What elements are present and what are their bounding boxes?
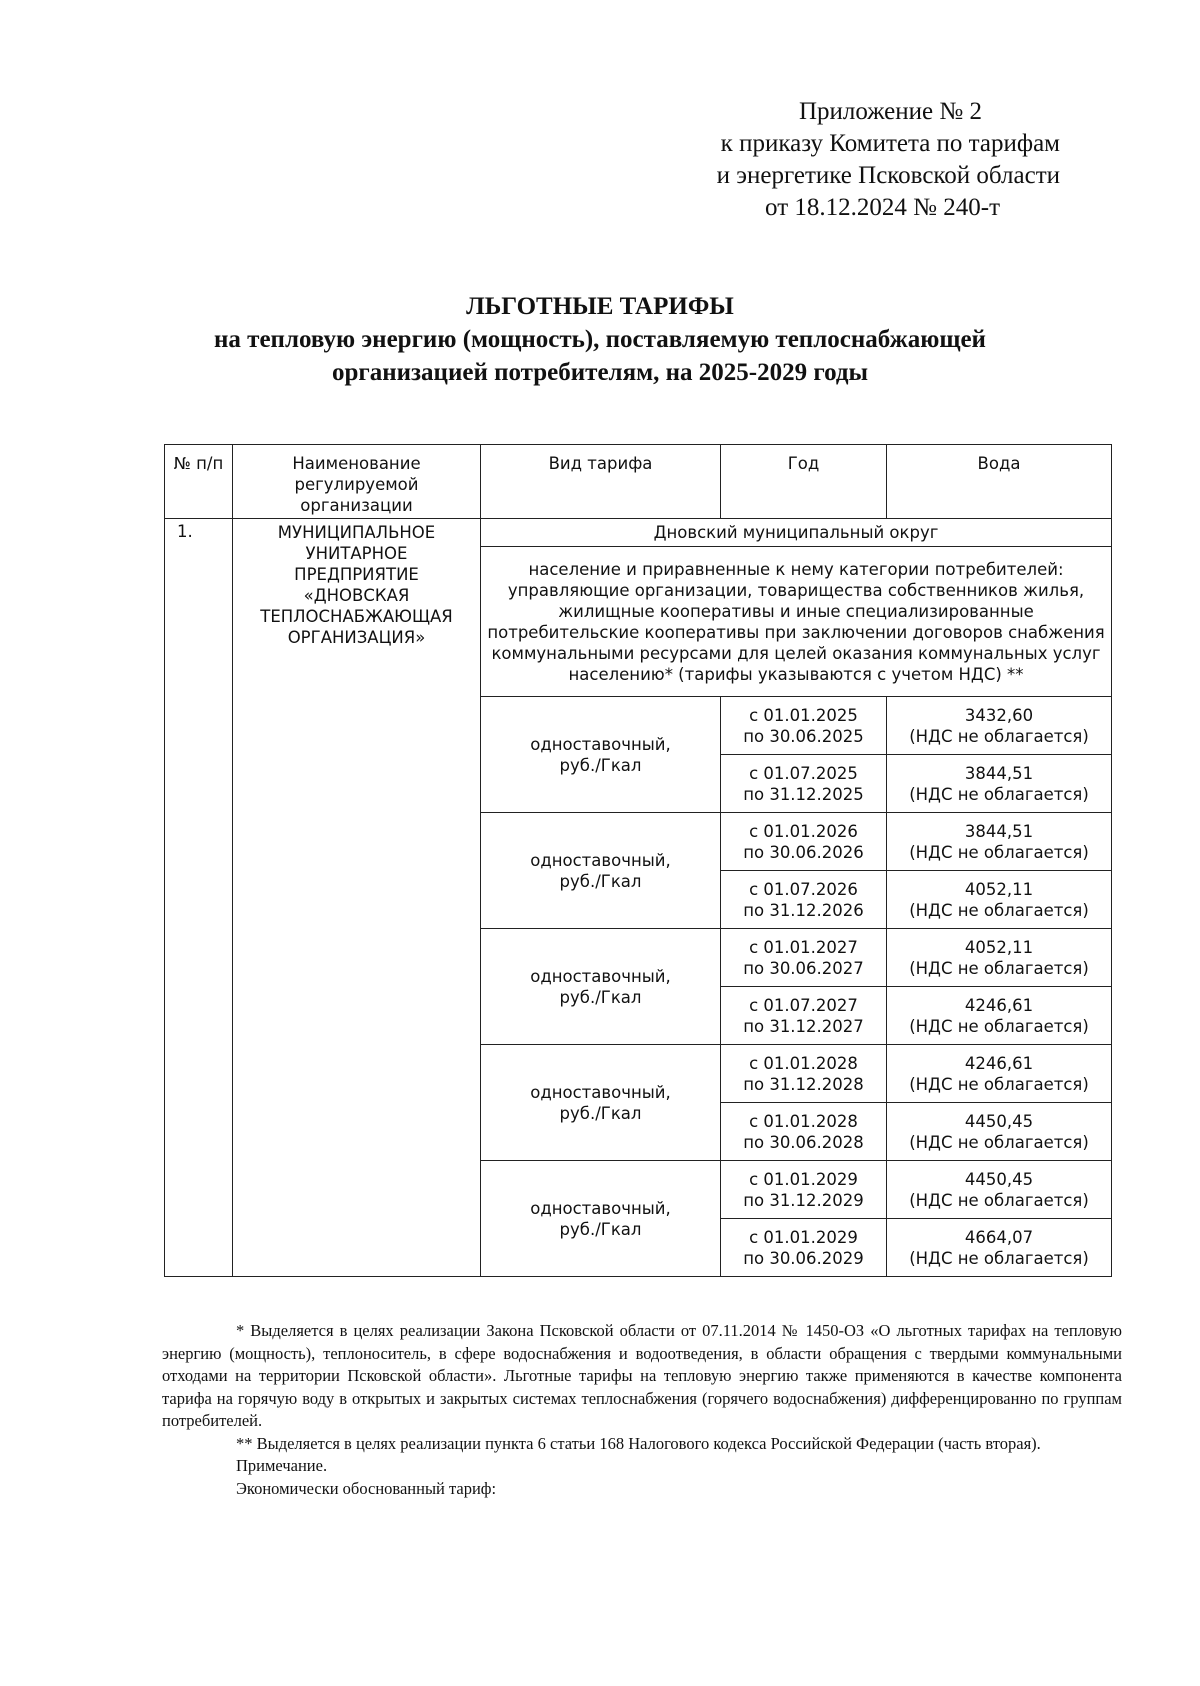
organization-name (233, 519, 481, 1277)
tariff-value: 4052,11 (964, 937, 1034, 957)
consumer-category: население и приравненные к нему категории потребителей: управляющие организации, товарищества собственников жилья, жилищные кооперативы и иные специализированные потребительские кооперативы при заключении договоров снабжения коммунальными ресурсами для целей оказания коммунальных услуг населению* (тарифы указываются с учетом НДС) ** (481, 547, 1112, 697)
header-year: Год (721, 445, 887, 519)
water-value-cell (887, 1161, 1112, 1219)
period-from: с 01.01.2029 (749, 1227, 858, 1247)
header-num: № п/п (165, 445, 233, 519)
water-value-cell (887, 755, 1112, 813)
water-value-cell (887, 929, 1112, 987)
water-value-cell (887, 871, 1112, 929)
appendix-order-ref: к приказу Комитета по тарифам (720, 130, 1060, 157)
period-cell (721, 1045, 887, 1103)
vat-note: (НДС не облагается) (909, 1248, 1089, 1268)
appendix-block (0, 96, 1060, 224)
period-cell (721, 1103, 887, 1161)
org-name-line: «ДНОВСКАЯ (303, 586, 410, 605)
tariff-value: 3432,60 (964, 705, 1034, 725)
period-to: по 31.12.2028 (743, 1074, 864, 1094)
period-from: с 01.01.2028 (749, 1111, 858, 1131)
header-type: Вид тарифа (481, 445, 721, 519)
period-cell (721, 871, 887, 929)
period-to: по 31.12.2027 (743, 1016, 864, 1036)
period-to: по 30.06.2026 (743, 842, 864, 862)
tariff-type-label: одноставочный, (530, 850, 671, 870)
water-value-cell (887, 697, 1112, 755)
district-name: Дновский муниципальный округ (481, 519, 1112, 547)
tariff-type-label: одноставочный, (530, 966, 671, 986)
org-name-line: МУНИЦИПАЛЬНОЕ (277, 523, 436, 542)
period-to: по 30.06.2025 (743, 726, 864, 746)
vat-note: (НДС не облагается) (909, 900, 1089, 920)
vat-note: (НДС не облагается) (909, 842, 1089, 862)
footnote-1: * Выделяется в целях реализации Закона Псковской области от 07.11.2014 № 1450-ОЗ «О льготных тарифах на тепловую энергию (мощность), теплоноситель, в сфере водоснабжения и водоотведения, в области обращения с твердыми коммунальными отходами на территории Псковской области». Льготные тарифы на тепловую энергию также применяются в качестве компонента тарифа на горячую воду в открытых и закрытых системах теплоснабжения (горячего водоснабжения) дифференцированно по группам потребителей. (162, 1321, 1122, 1430)
title-subtitle-2: организацией потребителям, на 2025-2029 годы (331, 359, 869, 386)
period-from: с 01.07.2025 (749, 763, 858, 783)
period-cell (721, 755, 887, 813)
vat-note: (НДС не облагается) (909, 784, 1089, 804)
tariff-type-cell (481, 813, 721, 929)
footnote-2: ** Выделяется в целях реализации пункта 6 статьи 168 Налогового кодекса Российской Федерации (часть вторая). (236, 1433, 1041, 1453)
tariff-type-cell (481, 1045, 721, 1161)
period-cell (721, 1219, 887, 1277)
tariff-unit-label: руб./Гкал (559, 755, 642, 775)
remark-label: Примечание. (236, 1456, 328, 1475)
period-cell (721, 987, 887, 1045)
row-number: 1. (165, 519, 233, 1277)
footnotes (162, 1320, 1122, 1500)
economic-tariff-label: Экономически обоснованный тариф: (236, 1478, 497, 1498)
vat-note: (НДС не облагается) (909, 1132, 1089, 1152)
tariff-type-label: одноставочный, (530, 1082, 671, 1102)
tariff-value: 4052,11 (964, 879, 1034, 899)
period-from: с 01.07.2026 (749, 879, 858, 899)
tariff-type-label: одноставочный, (530, 734, 671, 754)
period-to: по 31.12.2025 (743, 784, 864, 804)
tariff-value: 4450,45 (964, 1111, 1034, 1131)
period-to: по 30.06.2028 (743, 1132, 864, 1152)
water-value-cell (887, 1045, 1112, 1103)
title-main: ЛЬГОТНЫЕ ТАРИФЫ (466, 293, 734, 320)
period-from: с 01.07.2027 (749, 995, 858, 1015)
tariff-value: 3844,51 (964, 821, 1034, 841)
vat-note: (НДС не облагается) (909, 1190, 1089, 1210)
appendix-date: от 18.12.2024 № 240-т (765, 194, 1000, 221)
tariff-unit-label: руб./Гкал (559, 1219, 642, 1239)
org-name-line: УНИТАРНОЕ (305, 544, 408, 563)
water-value-cell (887, 1103, 1112, 1161)
vat-note: (НДС не облагается) (909, 1016, 1089, 1036)
tariff-unit-label: руб./Гкал (559, 871, 642, 891)
water-value-cell (887, 813, 1112, 871)
period-to: по 30.06.2027 (743, 958, 864, 978)
tariff-value: 4246,61 (964, 1053, 1034, 1073)
vat-note: (НДС не облагается) (909, 1074, 1089, 1094)
tariff-unit-label: руб./Гкал (559, 987, 642, 1007)
period-to: по 31.12.2026 (743, 900, 864, 920)
period-to: по 30.06.2029 (743, 1248, 864, 1268)
tariff-table (164, 444, 1112, 1277)
tariff-unit-label: руб./Гкал (559, 1103, 642, 1123)
tariff-type-cell (481, 929, 721, 1045)
water-value-cell (887, 987, 1112, 1045)
tariff-value: 4246,61 (964, 995, 1034, 1015)
period-cell (721, 1161, 887, 1219)
org-name-line: ПРЕДПРИЯТИЕ (294, 565, 419, 584)
vat-note: (НДС не облагается) (909, 958, 1089, 978)
tariff-type-cell (481, 697, 721, 813)
period-cell (721, 697, 887, 755)
tariff-type-label: одноставочный, (530, 1198, 671, 1218)
district-row (165, 519, 1112, 547)
table-header-row (165, 445, 1112, 519)
tariff-type-cell (481, 1161, 721, 1277)
tariff-value: 3844,51 (964, 763, 1034, 783)
tariff-value: 4664,07 (964, 1227, 1034, 1247)
water-value-cell (887, 1219, 1112, 1277)
document-title (120, 290, 1080, 389)
appendix-number: Приложение № 2 (798, 98, 982, 125)
appendix-committee: и энергетике Псковской области (716, 162, 1060, 189)
vat-note: (НДС не облагается) (909, 726, 1089, 746)
period-from: с 01.01.2027 (749, 937, 858, 957)
period-from: с 01.01.2029 (749, 1169, 858, 1189)
period-to: по 31.12.2029 (743, 1190, 864, 1210)
period-from: с 01.01.2028 (749, 1053, 858, 1073)
tariff-value: 4450,45 (964, 1169, 1034, 1189)
period-cell (721, 813, 887, 871)
period-cell (721, 929, 887, 987)
period-from: с 01.01.2026 (749, 821, 858, 841)
title-subtitle-1: на тепловую энергию (мощность), поставляемую теплоснабжающей (214, 326, 986, 353)
org-name-line: ТЕПЛОСНАБЖАЮЩАЯ (260, 607, 453, 626)
org-name-line: ОРГАНИЗАЦИЯ» (287, 628, 426, 647)
period-from: с 01.01.2025 (749, 705, 858, 725)
header-water: Вода (887, 445, 1112, 519)
header-org: Наименование регулируемой организации (233, 445, 481, 519)
